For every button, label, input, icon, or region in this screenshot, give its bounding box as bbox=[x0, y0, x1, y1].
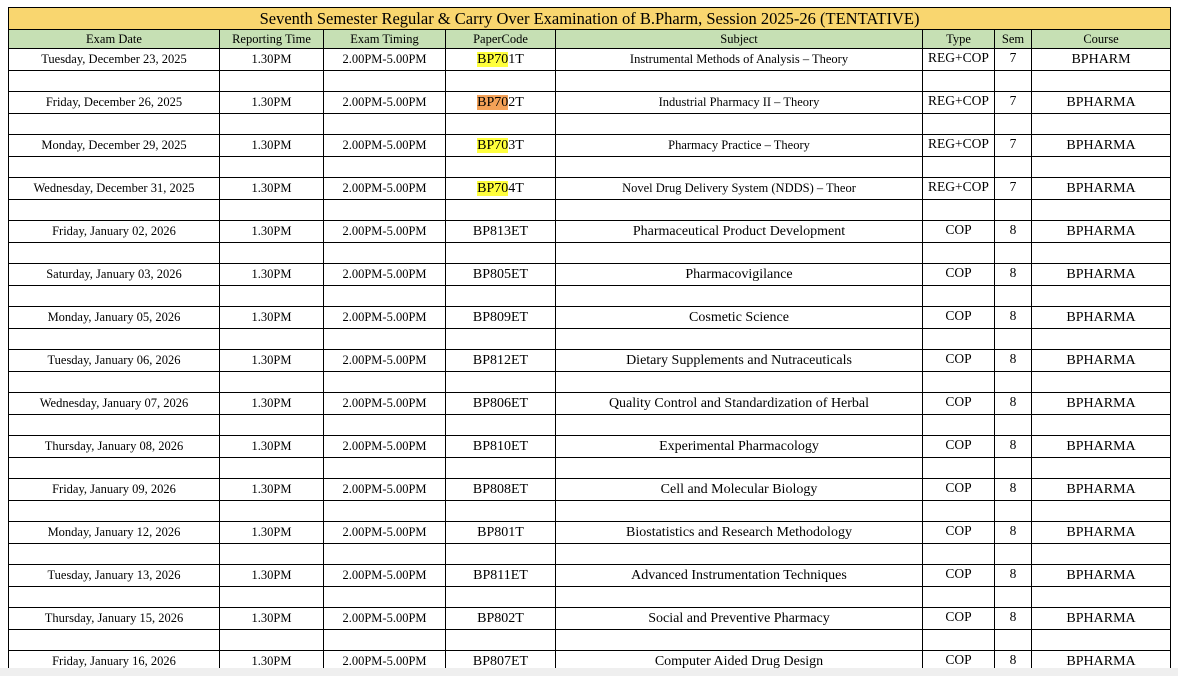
course-cell: BPHARMA bbox=[1032, 436, 1171, 458]
empty-cell bbox=[324, 329, 446, 350]
empty-cell bbox=[1032, 630, 1171, 651]
exam-timing-cell: 2.00PM-5.00PM bbox=[324, 608, 446, 630]
empty-cell bbox=[446, 630, 556, 651]
paper-code-cell: BP808ET bbox=[446, 479, 556, 501]
table-row bbox=[9, 522, 1171, 544]
paper-code-cell: BP806ET bbox=[446, 393, 556, 415]
table-row bbox=[9, 178, 1171, 200]
empty-cell bbox=[9, 501, 220, 522]
paper-code-cell bbox=[446, 135, 556, 157]
empty-cell bbox=[995, 501, 1032, 522]
empty-cell bbox=[995, 544, 1032, 565]
empty-cell bbox=[220, 114, 324, 135]
exam-timing-cell: 2.00PM-5.00PM bbox=[324, 350, 446, 372]
exam-date-cell: Friday, January 09, 2026 bbox=[9, 479, 220, 501]
empty-cell bbox=[220, 415, 324, 436]
paper-code-cell: BP813ET bbox=[446, 221, 556, 243]
spacer-row bbox=[9, 544, 1171, 565]
empty-cell bbox=[995, 157, 1032, 178]
empty-cell bbox=[556, 415, 923, 436]
paper-code-cell: BP809ET bbox=[446, 307, 556, 329]
course-cell: BPHARMA bbox=[1032, 565, 1171, 587]
spacer-row bbox=[9, 286, 1171, 307]
subject-cell: Advanced Instrumentation Techniques bbox=[556, 565, 923, 587]
course-cell: BPHARMA bbox=[1032, 221, 1171, 243]
empty-cell bbox=[556, 587, 923, 608]
empty-cell bbox=[446, 286, 556, 307]
type-cell: COP bbox=[923, 479, 995, 501]
reporting-time-cell: 1.30PM bbox=[220, 92, 324, 114]
empty-cell bbox=[446, 587, 556, 608]
type-cell: REG+COP bbox=[923, 92, 995, 114]
paper-code-highlight: BP70 bbox=[477, 180, 509, 196]
course-cell: BPHARMA bbox=[1032, 479, 1171, 501]
type-cell: COP bbox=[923, 436, 995, 458]
course-cell: BPHARMA bbox=[1032, 135, 1171, 157]
exam-timing-cell: 2.00PM-5.00PM bbox=[324, 565, 446, 587]
schedule-body bbox=[9, 49, 1171, 673]
empty-cell bbox=[923, 114, 995, 135]
empty-cell bbox=[9, 286, 220, 307]
paper-code-highlight: BP70 bbox=[477, 94, 509, 110]
header-sem: Sem bbox=[995, 30, 1032, 49]
empty-cell bbox=[1032, 157, 1171, 178]
empty-cell bbox=[923, 243, 995, 264]
spacer-row bbox=[9, 372, 1171, 393]
empty-cell bbox=[923, 71, 995, 92]
empty-cell bbox=[446, 114, 556, 135]
course-cell: BPHARMA bbox=[1032, 264, 1171, 286]
header-exam-timing: Exam Timing bbox=[324, 30, 446, 49]
subject-cell: Computer Aided Drug Design bbox=[556, 651, 923, 673]
spacer-row bbox=[9, 114, 1171, 135]
empty-cell bbox=[324, 286, 446, 307]
empty-cell bbox=[923, 415, 995, 436]
exam-timing-cell: 2.00PM-5.00PM bbox=[324, 49, 446, 71]
course-cell: BPHARMA bbox=[1032, 651, 1171, 673]
empty-cell bbox=[1032, 372, 1171, 393]
subject-cell: Quality Control and Standardization of Herbal bbox=[556, 393, 923, 415]
course-cell: BPHARMA bbox=[1032, 522, 1171, 544]
sem-cell: 7 bbox=[995, 49, 1032, 71]
sem-cell: 8 bbox=[995, 393, 1032, 415]
exam-schedule-table bbox=[8, 7, 1171, 673]
empty-cell bbox=[923, 329, 995, 350]
paper-code-cell: BP805ET bbox=[446, 264, 556, 286]
spacer-row bbox=[9, 329, 1171, 350]
course-cell: BPHARMA bbox=[1032, 178, 1171, 200]
empty-cell bbox=[9, 458, 220, 479]
empty-cell bbox=[556, 372, 923, 393]
exam-date-cell: Monday, January 05, 2026 bbox=[9, 307, 220, 329]
exam-date-cell: Wednesday, January 07, 2026 bbox=[9, 393, 220, 415]
empty-cell bbox=[923, 458, 995, 479]
reporting-time-cell: 1.30PM bbox=[220, 135, 324, 157]
empty-cell bbox=[556, 243, 923, 264]
type-cell: COP bbox=[923, 651, 995, 673]
empty-cell bbox=[1032, 501, 1171, 522]
header-type: Type bbox=[923, 30, 995, 49]
table-row bbox=[9, 479, 1171, 501]
paper-code-suffix: 4T bbox=[508, 180, 524, 196]
empty-cell bbox=[1032, 114, 1171, 135]
sem-cell: 8 bbox=[995, 350, 1032, 372]
exam-timing-cell: 2.00PM-5.00PM bbox=[324, 264, 446, 286]
exam-date-cell: Monday, January 12, 2026 bbox=[9, 522, 220, 544]
exam-timing-cell: 2.00PM-5.00PM bbox=[324, 479, 446, 501]
table-row bbox=[9, 393, 1171, 415]
sem-cell: 8 bbox=[995, 221, 1032, 243]
header-subject: Subject bbox=[556, 30, 923, 49]
spacer-row bbox=[9, 415, 1171, 436]
empty-cell bbox=[556, 71, 923, 92]
exam-timing-cell: 2.00PM-5.00PM bbox=[324, 393, 446, 415]
exam-date-cell: Tuesday, January 13, 2026 bbox=[9, 565, 220, 587]
header-paper-code: PaperCode bbox=[446, 30, 556, 49]
paper-code-highlight: BP70 bbox=[477, 137, 509, 153]
spacer-row bbox=[9, 157, 1171, 178]
spacer-row bbox=[9, 501, 1171, 522]
paper-code-suffix: 2T bbox=[508, 94, 524, 110]
type-cell: COP bbox=[923, 350, 995, 372]
exam-timing-cell: 2.00PM-5.00PM bbox=[324, 92, 446, 114]
empty-cell bbox=[220, 157, 324, 178]
subject-cell: Biostatistics and Research Methodology bbox=[556, 522, 923, 544]
header-reporting-time: Reporting Time bbox=[220, 30, 324, 49]
exam-timing-cell: 2.00PM-5.00PM bbox=[324, 135, 446, 157]
empty-cell bbox=[324, 114, 446, 135]
empty-cell bbox=[923, 200, 995, 221]
sem-cell: 8 bbox=[995, 651, 1032, 673]
reporting-time-cell: 1.30PM bbox=[220, 479, 324, 501]
empty-cell bbox=[923, 544, 995, 565]
empty-cell bbox=[324, 200, 446, 221]
empty-cell bbox=[220, 544, 324, 565]
sem-cell: 8 bbox=[995, 264, 1032, 286]
paper-code-suffix: 1T bbox=[508, 51, 524, 67]
subject-cell: Pharmacovigilance bbox=[556, 264, 923, 286]
empty-cell bbox=[220, 200, 324, 221]
paper-code-suffix: 3T bbox=[508, 137, 524, 153]
exam-date-cell: Friday, January 02, 2026 bbox=[9, 221, 220, 243]
spacer-row bbox=[9, 587, 1171, 608]
empty-cell bbox=[995, 458, 1032, 479]
header-exam-date: Exam Date bbox=[9, 30, 220, 49]
reporting-time-cell: 1.30PM bbox=[220, 221, 324, 243]
reporting-time-cell: 1.30PM bbox=[220, 608, 324, 630]
course-cell: BPHARMA bbox=[1032, 92, 1171, 114]
empty-cell bbox=[446, 544, 556, 565]
reporting-time-cell: 1.30PM bbox=[220, 565, 324, 587]
empty-cell bbox=[1032, 329, 1171, 350]
empty-cell bbox=[220, 372, 324, 393]
course-cell: BPHARMA bbox=[1032, 608, 1171, 630]
empty-cell bbox=[923, 157, 995, 178]
empty-cell bbox=[446, 415, 556, 436]
exam-timing-cell: 2.00PM-5.00PM bbox=[324, 436, 446, 458]
table-row bbox=[9, 436, 1171, 458]
empty-cell bbox=[324, 71, 446, 92]
empty-cell bbox=[995, 415, 1032, 436]
table-row bbox=[9, 608, 1171, 630]
empty-cell bbox=[9, 243, 220, 264]
empty-cell bbox=[9, 372, 220, 393]
empty-cell bbox=[995, 71, 1032, 92]
empty-cell bbox=[1032, 544, 1171, 565]
paper-code-cell: BP807ET bbox=[446, 651, 556, 673]
paper-code-cell: BP811ET bbox=[446, 565, 556, 587]
empty-cell bbox=[220, 587, 324, 608]
empty-cell bbox=[923, 501, 995, 522]
type-cell: COP bbox=[923, 307, 995, 329]
empty-cell bbox=[324, 243, 446, 264]
empty-cell bbox=[220, 458, 324, 479]
empty-cell bbox=[220, 71, 324, 92]
empty-cell bbox=[1032, 200, 1171, 221]
type-cell: COP bbox=[923, 565, 995, 587]
empty-cell bbox=[556, 329, 923, 350]
exam-date-cell: Monday, December 29, 2025 bbox=[9, 135, 220, 157]
table-row bbox=[9, 307, 1171, 329]
paper-code-cell bbox=[446, 92, 556, 114]
empty-cell bbox=[556, 501, 923, 522]
paper-code-cell bbox=[446, 49, 556, 71]
exam-date-cell: Tuesday, December 23, 2025 bbox=[9, 49, 220, 71]
subject-cell: Experimental Pharmacology bbox=[556, 436, 923, 458]
empty-cell bbox=[9, 415, 220, 436]
subject-cell: Pharmacy Practice – Theory bbox=[556, 135, 923, 157]
type-cell: COP bbox=[923, 522, 995, 544]
subject-cell: Novel Drug Delivery System (NDDS) – Theor bbox=[556, 178, 923, 200]
empty-cell bbox=[446, 501, 556, 522]
reporting-time-cell: 1.30PM bbox=[220, 264, 324, 286]
type-cell: COP bbox=[923, 264, 995, 286]
reporting-time-cell: 1.30PM bbox=[220, 307, 324, 329]
reporting-time-cell: 1.30PM bbox=[220, 178, 324, 200]
exam-date-cell: Friday, December 26, 2025 bbox=[9, 92, 220, 114]
spacer-row bbox=[9, 200, 1171, 221]
empty-cell bbox=[556, 200, 923, 221]
empty-cell bbox=[995, 372, 1032, 393]
sem-cell: 7 bbox=[995, 92, 1032, 114]
exam-timing-cell: 2.00PM-5.00PM bbox=[324, 522, 446, 544]
spacer-row bbox=[9, 630, 1171, 651]
reporting-time-cell: 1.30PM bbox=[220, 436, 324, 458]
exam-date-cell: Friday, January 16, 2026 bbox=[9, 651, 220, 673]
empty-cell bbox=[446, 200, 556, 221]
empty-cell bbox=[220, 286, 324, 307]
reporting-time-cell: 1.30PM bbox=[220, 49, 324, 71]
exam-date-cell: Thursday, January 08, 2026 bbox=[9, 436, 220, 458]
subject-cell: Industrial Pharmacy II – Theory bbox=[556, 92, 923, 114]
empty-cell bbox=[556, 458, 923, 479]
subject-cell: Pharmaceutical Product Development bbox=[556, 221, 923, 243]
type-cell: COP bbox=[923, 221, 995, 243]
empty-cell bbox=[995, 114, 1032, 135]
type-cell: COP bbox=[923, 393, 995, 415]
empty-cell bbox=[9, 587, 220, 608]
type-cell: COP bbox=[923, 608, 995, 630]
sem-cell: 7 bbox=[995, 135, 1032, 157]
empty-cell bbox=[9, 71, 220, 92]
exam-date-cell: Tuesday, January 06, 2026 bbox=[9, 350, 220, 372]
bottom-strip bbox=[0, 668, 1178, 676]
course-cell: BPHARMA bbox=[1032, 350, 1171, 372]
empty-cell bbox=[220, 243, 324, 264]
empty-cell bbox=[446, 157, 556, 178]
paper-code-cell: BP802T bbox=[446, 608, 556, 630]
type-cell: REG+COP bbox=[923, 49, 995, 71]
empty-cell bbox=[995, 630, 1032, 651]
empty-cell bbox=[923, 372, 995, 393]
empty-cell bbox=[9, 329, 220, 350]
empty-cell bbox=[1032, 243, 1171, 264]
empty-cell bbox=[1032, 286, 1171, 307]
course-cell: BPHARM bbox=[1032, 49, 1171, 71]
table-row bbox=[9, 350, 1171, 372]
exam-timing-cell: 2.00PM-5.00PM bbox=[324, 307, 446, 329]
subject-cell: Social and Preventive Pharmacy bbox=[556, 608, 923, 630]
spacer-row bbox=[9, 71, 1171, 92]
type-cell: REG+COP bbox=[923, 135, 995, 157]
empty-cell bbox=[324, 544, 446, 565]
empty-cell bbox=[1032, 415, 1171, 436]
subject-cell: Cell and Molecular Biology bbox=[556, 479, 923, 501]
empty-cell bbox=[9, 114, 220, 135]
empty-cell bbox=[324, 587, 446, 608]
table-row bbox=[9, 92, 1171, 114]
empty-cell bbox=[995, 286, 1032, 307]
schedule-title: Seventh Semester Regular & Carry Over Examination of B.Pharm, Session 2025-26 (TENTATIVE) bbox=[9, 8, 1171, 30]
empty-cell bbox=[556, 630, 923, 651]
empty-cell bbox=[324, 630, 446, 651]
empty-cell bbox=[324, 157, 446, 178]
empty-cell bbox=[556, 286, 923, 307]
exam-date-cell: Saturday, January 03, 2026 bbox=[9, 264, 220, 286]
table-row bbox=[9, 221, 1171, 243]
empty-cell bbox=[446, 243, 556, 264]
empty-cell bbox=[9, 157, 220, 178]
exam-timing-cell: 2.00PM-5.00PM bbox=[324, 178, 446, 200]
course-cell: BPHARMA bbox=[1032, 393, 1171, 415]
empty-cell bbox=[556, 157, 923, 178]
empty-cell bbox=[324, 415, 446, 436]
empty-cell bbox=[9, 630, 220, 651]
empty-cell bbox=[9, 544, 220, 565]
sem-cell: 8 bbox=[995, 436, 1032, 458]
empty-cell bbox=[1032, 71, 1171, 92]
type-cell: REG+COP bbox=[923, 178, 995, 200]
exam-timing-cell: 2.00PM-5.00PM bbox=[324, 221, 446, 243]
empty-cell bbox=[446, 458, 556, 479]
sem-cell: 8 bbox=[995, 479, 1032, 501]
empty-cell bbox=[324, 458, 446, 479]
empty-cell bbox=[995, 329, 1032, 350]
exam-date-cell: Thursday, January 15, 2026 bbox=[9, 608, 220, 630]
empty-cell bbox=[220, 630, 324, 651]
paper-code-cell: BP810ET bbox=[446, 436, 556, 458]
empty-cell bbox=[446, 372, 556, 393]
sem-cell: 8 bbox=[995, 565, 1032, 587]
paper-code-cell bbox=[446, 178, 556, 200]
empty-cell bbox=[446, 329, 556, 350]
empty-cell bbox=[556, 114, 923, 135]
empty-cell bbox=[923, 630, 995, 651]
course-cell: BPHARMA bbox=[1032, 307, 1171, 329]
empty-cell bbox=[9, 200, 220, 221]
empty-cell bbox=[220, 501, 324, 522]
subject-cell: Instrumental Methods of Analysis – Theory bbox=[556, 49, 923, 71]
empty-cell bbox=[923, 587, 995, 608]
table-row bbox=[9, 49, 1171, 71]
table-row bbox=[9, 264, 1171, 286]
paper-code-highlight: BP70 bbox=[477, 51, 509, 67]
empty-cell bbox=[995, 243, 1032, 264]
reporting-time-cell: 1.30PM bbox=[220, 651, 324, 673]
empty-cell bbox=[446, 71, 556, 92]
empty-cell bbox=[995, 200, 1032, 221]
empty-cell bbox=[995, 587, 1032, 608]
exam-date-cell: Wednesday, December 31, 2025 bbox=[9, 178, 220, 200]
table-row bbox=[9, 565, 1171, 587]
empty-cell bbox=[324, 501, 446, 522]
sem-cell: 8 bbox=[995, 608, 1032, 630]
empty-cell bbox=[220, 329, 324, 350]
table-row bbox=[9, 135, 1171, 157]
sem-cell: 8 bbox=[995, 522, 1032, 544]
spacer-row bbox=[9, 458, 1171, 479]
sem-cell: 7 bbox=[995, 178, 1032, 200]
empty-cell bbox=[324, 372, 446, 393]
empty-cell bbox=[1032, 587, 1171, 608]
header-course: Course bbox=[1032, 30, 1171, 49]
paper-code-cell: BP801T bbox=[446, 522, 556, 544]
spacer-row bbox=[9, 243, 1171, 264]
exam-schedule-sheet bbox=[8, 7, 1170, 669]
subject-cell: Cosmetic Science bbox=[556, 307, 923, 329]
empty-cell bbox=[1032, 458, 1171, 479]
sem-cell: 8 bbox=[995, 307, 1032, 329]
subject-cell: Dietary Supplements and Nutraceuticals bbox=[556, 350, 923, 372]
empty-cell bbox=[556, 544, 923, 565]
empty-cell bbox=[923, 286, 995, 307]
reporting-time-cell: 1.30PM bbox=[220, 393, 324, 415]
reporting-time-cell: 1.30PM bbox=[220, 522, 324, 544]
exam-timing-cell: 2.00PM-5.00PM bbox=[324, 651, 446, 673]
paper-code-cell: BP812ET bbox=[446, 350, 556, 372]
reporting-time-cell: 1.30PM bbox=[220, 350, 324, 372]
